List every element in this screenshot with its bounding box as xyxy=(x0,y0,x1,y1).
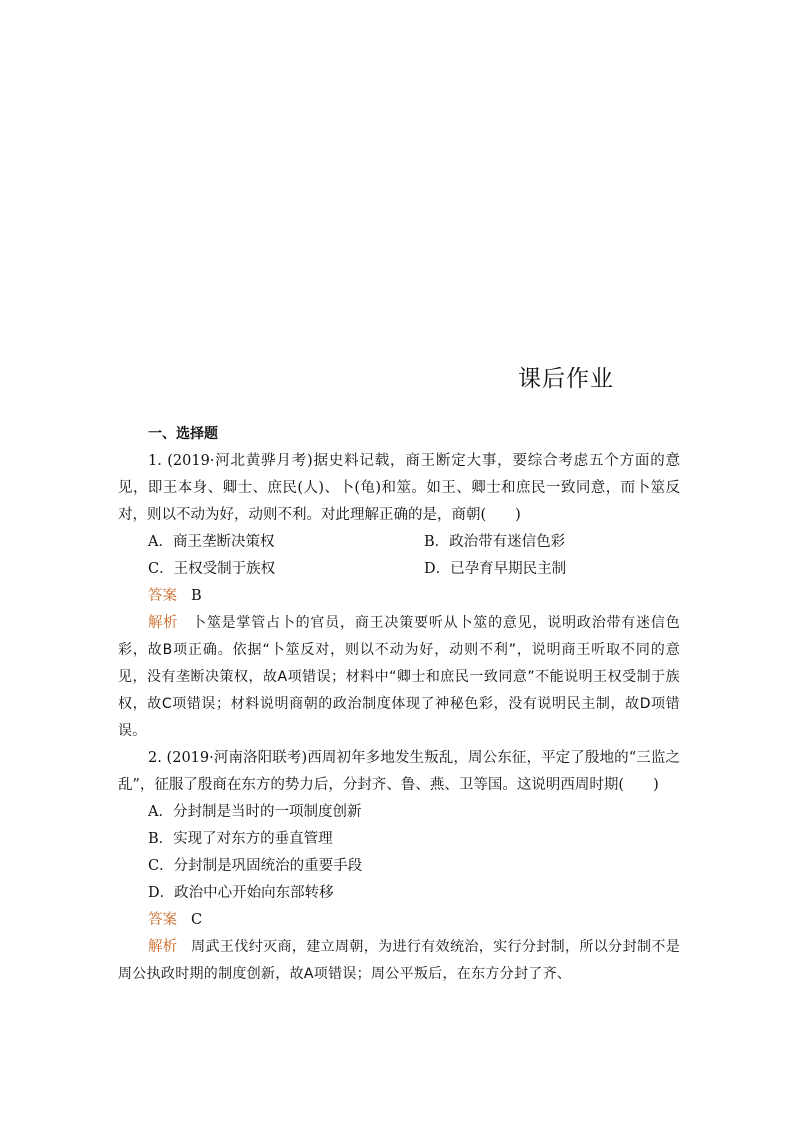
question-2-option-b: B．实现了对东方的垂直管理 xyxy=(148,831,333,847)
question-2-answer xyxy=(118,907,680,934)
question-1-option-a: A．商王垄断决策权 xyxy=(148,534,275,550)
answer-label: 答案 xyxy=(148,588,177,604)
question-1-options xyxy=(118,529,680,583)
question-1-option-c: C．王权受制于族权 xyxy=(148,561,276,577)
question-2-stem: 2. (2019·河南洛阳联考)西周初年多地发生叛乱，周公东征，平定了殷地的“三监之乱”，征服了殷商在东方的势力后，分封齐、鲁、燕、卫等国。这说明西周时期( ) xyxy=(118,750,680,793)
question-1-option-d: D．已孕育早期民主制 xyxy=(424,561,567,577)
analysis-label: 解析 xyxy=(148,939,178,955)
question-1-analysis xyxy=(118,610,680,745)
worksheet-content xyxy=(118,421,680,988)
question-1-stem: 1. (2019·河北黄骅月考)据史料记载，商王断定大事，要综合考虑五个方面的意见，即王本身、卿士、庶民(人)、卜(龟)和筮。如王、卿士和庶民一致同意，而卜筮反对，则以不动为好，动则不利。对此理解正确的是，商朝( ) xyxy=(118,453,680,523)
answer-label: 答案 xyxy=(148,912,177,928)
question-2-option-a: A．分封制是当时的一项制度创新 xyxy=(148,804,362,820)
section-heading: 一、选择题 xyxy=(148,426,218,442)
question-2-analysis xyxy=(118,934,680,988)
question-1-answer xyxy=(118,583,680,610)
question-2-option-c: C．分封制是巩固统治的重要手段 xyxy=(148,858,363,874)
analysis-text: 卜筮是掌管占卜的官员，商王决策要听从卜筮的意见，说明政治带有迷信色彩，故B项正确。依据“卜筮反对，则以不动为好，动则不利”，说明商王听取不同的意见，没有垄断决策权，故A项错误；材料中“卿士和庶民一致同意”不能说明王权受制于族权，故C项错误；材料说明商朝的政治制度体现了神秘色彩，没有说明民主制，故D项错误。 xyxy=(118,615,681,739)
question-1-option-b: B．政治带有迷信色彩 xyxy=(424,534,566,550)
answer-value: B xyxy=(191,588,202,604)
question-2-option-d: D．政治中心开始向东部转移 xyxy=(148,885,334,901)
answer-value: C xyxy=(191,912,203,928)
page-title: 课后作业 xyxy=(518,366,614,392)
analysis-label: 解析 xyxy=(148,615,179,631)
analysis-text: 周武王伐纣灭商，建立周朝，为进行有效统治，实行分封制，所以分封制不是周公执政时期的制度创新，故A项错误；周公平叛后，在东方分封了齐、 xyxy=(118,939,681,982)
